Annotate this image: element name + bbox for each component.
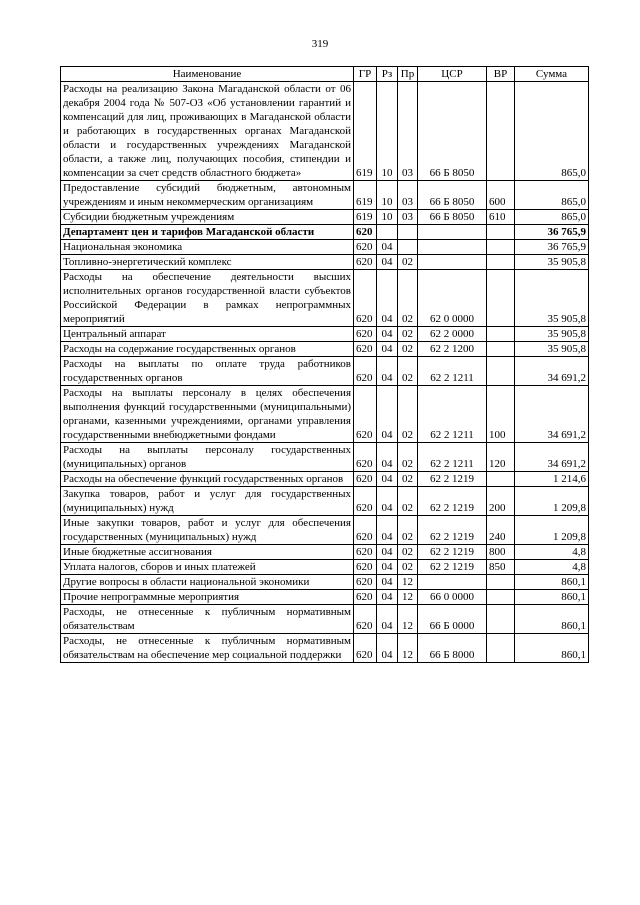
cell-name: Расходы, не отнесенные к публичным нормативным обязательствам на обеспечение мер социальной поддержки <box>61 634 354 663</box>
cell-rz: 10 <box>377 181 398 210</box>
cell-gr: 620 <box>354 516 377 545</box>
cell-csr: 66 Б 8050 <box>418 82 487 181</box>
cell-sum: 1 209,8 <box>515 516 589 545</box>
table-row <box>61 386 589 443</box>
header-rz: Рз <box>377 67 398 82</box>
cell-pr <box>398 225 418 240</box>
cell-gr: 620 <box>354 590 377 605</box>
cell-csr: 62 2 1219 <box>418 545 487 560</box>
cell-pr: 02 <box>398 487 418 516</box>
header-gr: ГР <box>354 67 377 82</box>
header-csr: ЦСР <box>418 67 487 82</box>
cell-vr <box>487 472 515 487</box>
cell-csr <box>418 575 487 590</box>
cell-rz: 04 <box>377 560 398 575</box>
table-row <box>61 181 589 210</box>
cell-vr <box>487 270 515 327</box>
cell-rz: 04 <box>377 443 398 472</box>
cell-csr: 62 2 1219 <box>418 516 487 545</box>
cell-gr: 619 <box>354 82 377 181</box>
table-row <box>61 327 589 342</box>
header-vr: ВР <box>487 67 515 82</box>
cell-gr: 620 <box>354 255 377 270</box>
cell-sum: 36 765,9 <box>515 225 589 240</box>
cell-gr: 620 <box>354 472 377 487</box>
cell-gr: 620 <box>354 327 377 342</box>
table-row <box>61 560 589 575</box>
cell-csr: 62 2 1219 <box>418 472 487 487</box>
cell-name: Расходы на обеспечение деятельности высших исполнительных органов государственной власти субъектов Российской Федерации в рамках непрограммных мероприятий <box>61 270 354 327</box>
cell-pr: 02 <box>398 472 418 487</box>
table-row <box>61 443 589 472</box>
table-row <box>61 210 589 225</box>
cell-sum: 1 209,8 <box>515 487 589 516</box>
cell-name: Национальная экономика <box>61 240 354 255</box>
cell-rz: 04 <box>377 590 398 605</box>
cell-csr <box>418 255 487 270</box>
cell-csr: 66 Б 8000 <box>418 634 487 663</box>
cell-name: Расходы на выплаты персоналу государственных (муниципальных) органов <box>61 443 354 472</box>
cell-vr: 240 <box>487 516 515 545</box>
cell-vr <box>487 327 515 342</box>
cell-pr: 02 <box>398 255 418 270</box>
cell-sum: 4,8 <box>515 560 589 575</box>
cell-pr: 02 <box>398 342 418 357</box>
cell-rz: 04 <box>377 472 398 487</box>
header-pr: Пр <box>398 67 418 82</box>
cell-csr <box>418 240 487 255</box>
cell-rz: 04 <box>377 516 398 545</box>
cell-name: Закупка товаров, работ и услуг для государственных (муниципальных) нужд <box>61 487 354 516</box>
cell-sum: 860,1 <box>515 590 589 605</box>
header-sum: Сумма <box>515 67 589 82</box>
table-row <box>61 255 589 270</box>
budget-table <box>60 66 589 663</box>
cell-gr: 620 <box>354 240 377 255</box>
cell-pr: 12 <box>398 634 418 663</box>
cell-vr: 200 <box>487 487 515 516</box>
cell-name: Иные закупки товаров, работ и услуг для обеспечения государственных (муниципальных) нужд <box>61 516 354 545</box>
cell-vr <box>487 590 515 605</box>
cell-pr: 12 <box>398 575 418 590</box>
table-row <box>61 516 589 545</box>
table-row <box>61 270 589 327</box>
cell-sum: 860,1 <box>515 605 589 634</box>
cell-rz: 04 <box>377 270 398 327</box>
cell-rz: 04 <box>377 327 398 342</box>
cell-sum: 1 214,6 <box>515 472 589 487</box>
cell-csr: 66 Б 0000 <box>418 605 487 634</box>
table-row <box>61 545 589 560</box>
cell-gr: 620 <box>354 270 377 327</box>
cell-csr: 62 2 1211 <box>418 357 487 386</box>
table-row <box>61 575 589 590</box>
cell-rz: 10 <box>377 82 398 181</box>
cell-sum: 865,0 <box>515 82 589 181</box>
cell-name: Прочие непрограммные мероприятия <box>61 590 354 605</box>
cell-sum: 860,1 <box>515 575 589 590</box>
cell-sum: 36 765,9 <box>515 240 589 255</box>
cell-name: Другие вопросы в области национальной экономики <box>61 575 354 590</box>
cell-pr: 02 <box>398 386 418 443</box>
cell-gr: 620 <box>354 605 377 634</box>
cell-vr: 100 <box>487 386 515 443</box>
cell-pr: 02 <box>398 327 418 342</box>
cell-vr: 800 <box>487 545 515 560</box>
cell-pr: 02 <box>398 443 418 472</box>
cell-gr: 620 <box>354 386 377 443</box>
cell-sum: 35 905,8 <box>515 255 589 270</box>
cell-rz: 04 <box>377 487 398 516</box>
cell-name: Расходы на обеспечение функций государственных органов <box>61 472 354 487</box>
table-row <box>61 472 589 487</box>
cell-vr <box>487 82 515 181</box>
cell-name: Иные бюджетные ассигнования <box>61 545 354 560</box>
cell-csr: 62 2 1219 <box>418 487 487 516</box>
cell-csr: 62 2 1211 <box>418 386 487 443</box>
cell-name: Предоставление субсидий бюджетным, автономным учреждениям и иным некоммерческим организациям <box>61 181 354 210</box>
cell-pr: 03 <box>398 210 418 225</box>
cell-sum: 4,8 <box>515 545 589 560</box>
page-number: 319 <box>311 38 329 50</box>
cell-rz: 04 <box>377 255 398 270</box>
cell-pr <box>398 240 418 255</box>
cell-csr: 62 2 1219 <box>418 560 487 575</box>
cell-csr: 66 0 0000 <box>418 590 487 605</box>
cell-sum: 860,1 <box>515 634 589 663</box>
table-row <box>61 590 589 605</box>
cell-vr <box>487 605 515 634</box>
cell-name: Центральный аппарат <box>61 327 354 342</box>
cell-name: Уплата налогов, сборов и иных платежей <box>61 560 354 575</box>
cell-vr <box>487 255 515 270</box>
cell-name: Субсидии бюджетным учреждениям <box>61 210 354 225</box>
cell-vr: 120 <box>487 443 515 472</box>
table-row <box>61 487 589 516</box>
cell-rz: 04 <box>377 386 398 443</box>
cell-csr: 62 0 0000 <box>418 270 487 327</box>
cell-rz: 10 <box>377 210 398 225</box>
table-row <box>61 240 589 255</box>
cell-sum: 34 691,2 <box>515 386 589 443</box>
cell-rz: 04 <box>377 545 398 560</box>
cell-sum: 35 905,8 <box>515 327 589 342</box>
cell-rz <box>377 225 398 240</box>
cell-gr: 620 <box>354 560 377 575</box>
cell-gr: 620 <box>354 634 377 663</box>
cell-sum: 35 905,8 <box>515 270 589 327</box>
table-row <box>61 342 589 357</box>
cell-vr: 600 <box>487 181 515 210</box>
cell-pr: 02 <box>398 270 418 327</box>
table-row <box>61 82 589 181</box>
cell-rz: 04 <box>377 342 398 357</box>
cell-vr <box>487 342 515 357</box>
header-name: Наименование <box>61 67 354 82</box>
cell-pr: 03 <box>398 82 418 181</box>
cell-rz: 04 <box>377 240 398 255</box>
cell-name: Расходы на содержание государственных органов <box>61 342 354 357</box>
table-row <box>61 357 589 386</box>
cell-pr: 02 <box>398 516 418 545</box>
cell-csr: 62 2 1211 <box>418 443 487 472</box>
cell-vr <box>487 575 515 590</box>
cell-vr <box>487 240 515 255</box>
cell-pr: 02 <box>398 560 418 575</box>
cell-name: Расходы на выплаты персоналу в целях обеспечения выполнения функций государственными (муниципальными) органами, казенными учреждениями, органами управления государственными внебюджетными фондами <box>61 386 354 443</box>
cell-vr <box>487 225 515 240</box>
cell-rz: 04 <box>377 575 398 590</box>
cell-gr: 620 <box>354 487 377 516</box>
cell-pr: 12 <box>398 605 418 634</box>
cell-name: Расходы, не отнесенные к публичным нормативным обязательствам <box>61 605 354 634</box>
cell-sum: 34 691,2 <box>515 357 589 386</box>
cell-csr: 62 2 1200 <box>418 342 487 357</box>
cell-sum: 865,0 <box>515 210 589 225</box>
cell-pr: 02 <box>398 545 418 560</box>
cell-csr <box>418 225 487 240</box>
cell-rz: 04 <box>377 605 398 634</box>
cell-csr: 66 Б 8050 <box>418 181 487 210</box>
cell-gr: 620 <box>354 443 377 472</box>
cell-pr: 02 <box>398 357 418 386</box>
cell-vr: 850 <box>487 560 515 575</box>
cell-vr <box>487 357 515 386</box>
cell-gr: 620 <box>354 342 377 357</box>
cell-pr: 03 <box>398 181 418 210</box>
cell-gr: 620 <box>354 225 377 240</box>
table-header-row <box>61 67 589 82</box>
cell-rz: 04 <box>377 357 398 386</box>
cell-vr: 610 <box>487 210 515 225</box>
table-row <box>61 225 589 240</box>
cell-name: Расходы на реализацию Закона Магаданской области от 06 декабря 2004 года № 507-ОЗ «Об установлении гарантий и компенсаций для лиц, проживающих в Магаданской области и работающих в государственных органах Магаданской области и государственных учреждениях Магаданской области, а также лиц, получающих пособия, стипендии и компенсации за счет средств областного бюджета» <box>61 82 354 181</box>
cell-sum: 34 691,2 <box>515 443 589 472</box>
cell-vr <box>487 634 515 663</box>
cell-gr: 620 <box>354 357 377 386</box>
cell-name: Департамент цен и тарифов Магаданской области <box>61 225 354 240</box>
cell-gr: 619 <box>354 181 377 210</box>
cell-csr: 62 2 0000 <box>418 327 487 342</box>
cell-sum: 35 905,8 <box>515 342 589 357</box>
table-row <box>61 605 589 634</box>
cell-gr: 619 <box>354 210 377 225</box>
cell-gr: 620 <box>354 545 377 560</box>
cell-sum: 865,0 <box>515 181 589 210</box>
cell-name: Расходы на выплаты по оплате труда работников государственных органов <box>61 357 354 386</box>
cell-name: Топливно-энергетический комплекс <box>61 255 354 270</box>
cell-csr: 66 Б 8050 <box>418 210 487 225</box>
table-row <box>61 634 589 663</box>
cell-gr: 620 <box>354 575 377 590</box>
cell-pr: 12 <box>398 590 418 605</box>
cell-rz: 04 <box>377 634 398 663</box>
table-body <box>61 82 589 663</box>
